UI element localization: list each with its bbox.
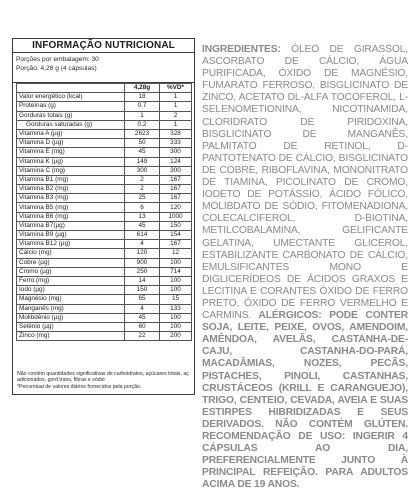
nutrition-row: [17, 322, 192, 331]
nutrition-row: [17, 129, 192, 138]
nutrition-row: [17, 231, 192, 240]
nutrition-row: [17, 221, 192, 230]
nutrient-name: Magnésio (mg): [17, 295, 125, 304]
nutrient-name: Vitamina A (µg): [17, 129, 125, 138]
nutrient-daily-value: 300: [160, 166, 192, 175]
footnote-not-significant: Não contém quantidades significativas de carboidratos, açúcares totais, aç adicionados, gord trans, fibras e sódio: [17, 371, 189, 383]
nutrient-amount: 18: [125, 93, 160, 102]
nutrient-amount: 25: [125, 194, 160, 203]
nutrient-name: Vitamina B7(µg): [17, 221, 125, 230]
nutrient-name: Vitamina B12 (µg): [17, 240, 125, 249]
serving-info: [13, 53, 194, 83]
nutrient-amount: 6: [125, 203, 160, 212]
nutrient-daily-value: 15: [160, 295, 192, 304]
nutrient-name: Molibdênio (µg): [17, 313, 125, 322]
ingredients-text: [202, 44, 408, 491]
nutrition-row: [17, 203, 192, 212]
nutrient-amount: 300: [125, 166, 160, 175]
servings-per-package: Porções por embalagem: 30: [16, 56, 99, 63]
nutrient-amount: 149: [125, 157, 160, 166]
nutrient-daily-value: 300: [160, 148, 192, 157]
ingredients-list: ÓLEO DE GIRASSOL, ASCORBATO DE CÁLCIO, ÁGUA PURIFICADA, ÓXIDO DE MAGNÉSIO, FUMARATO FERROSO, BISGLICINATO DE ZINCO, ACETATO DL-ALFA TOCOFEROL, L-SELENOMETIONINA, NICOTINAMIDA, CLORIDRATO DE PIRIDOXINA, BISGLICINATO DE MANGANÊS, PALMITATO DE RETINOL, D-PANTOTENATO DE CÁLCIO, BISGLICINATO DE COBRE, RIBOFLAVINA, MONONITRATO DE TIAMINA, PICOLINATO DE CROMO, IODETO DE POTÁSSIO, ÁCIDO FÓLICO, MOLIBDATO DE SÓDIO, FITOMENADIONA, COLECALCIFEROL, D-BIOTINA, METILCOBALAMINA, GELIFICANTE GELATINA, UMECTANTE GLICEROL, ESTABILIZANTE CARBONATO DE CÁLCIO, EMULSIFICANTES MONO E DIGLICERÍDEOS DE ÁCIDOS GRAXOS E LECITINA E CORANTES ÓXIDO DE FERRO PRETO, ÓXIDO DE FERRO VERMELHO E CARMINS.: [202, 44, 408, 322]
nutrient-amount: 4: [125, 304, 160, 313]
nutrient-amount: 150: [125, 286, 160, 295]
nutrition-row: [17, 175, 192, 184]
nutrition-row: [17, 157, 192, 166]
nutrient-daily-value: 1000: [160, 212, 192, 221]
nutrient-name: Cobre (µg): [17, 258, 125, 267]
allergens-text: ALÉRGICOS: PODE CONTER SOJA, LEITE, PEIXE, OVOS, AMENDOIM, AMÊNDOA, AVELÃS, CASTANHA-DE-CAJU, CASTANHA-DO-PARÁ, MACADÂMIAS, NOZES, PECÃS, PISTACHES, PINOLI, CASTANHAS, CRUSTÁCEOS (KRILL E CARANGUEJO), TRIGO, CENTEIO, CEVADA, AVEIA E SUAS ESTIRPES HIBRIDIZADAS E SEUS DERIVADOS. NÃO CONTÉM GLÚTEN. RECOMENDAÇÃO DE USO: INGERIR 4 CÁPSULAS AO DIA, PREFERENCIALMENTE JUNTO À PRINCIPAL REFEIÇÃO. PARA ADULTOS ACIMA DE 19 ANOS.: [202, 310, 408, 491]
nutrient-amount: 45: [125, 221, 160, 230]
nutrient-name: Cálcio (mg): [17, 249, 125, 258]
nutrient-amount: 2623: [125, 129, 160, 138]
nutrient-daily-value: 1: [160, 93, 192, 102]
nutrient-daily-value: 167: [160, 175, 192, 184]
nutrient-name: Vitamina E (mg): [17, 148, 125, 157]
nutrient-amount: 900: [125, 258, 160, 267]
nutrition-row: [17, 267, 192, 276]
nutrient-daily-value: 200: [160, 332, 192, 341]
nutrient-name: Vitamina B2 (mg): [17, 185, 125, 194]
nutrition-row: [17, 212, 192, 221]
nutrition-row: [17, 313, 192, 322]
nutrition-title: INFORMAÇÃO NUTRICIONAL: [13, 39, 194, 53]
nutrient-name: Selênio (µg): [17, 322, 125, 331]
nutrient-name: Vitamina B9 (µg): [17, 231, 125, 240]
nutrient-daily-value: 167: [160, 185, 192, 194]
nutrient-name: Vitamina D (µg): [17, 139, 125, 148]
nutrient-daily-value: 333: [160, 139, 192, 148]
nutrient-name: Gorduras saturadas (g): [17, 120, 125, 129]
nutrition-row: [17, 286, 192, 295]
nutrient-daily-value: 120: [160, 203, 192, 212]
nutrient-name: Cromo (µg): [17, 267, 125, 276]
nutrient-amount: 2: [125, 175, 160, 184]
nutrient-name: Vitamina B6 (mg): [17, 212, 125, 221]
header-daily-value: %VD*: [160, 84, 192, 93]
nutrient-name: Ferro (mg): [17, 276, 125, 285]
nutrient-amount: 120: [125, 249, 160, 258]
nutrient-amount: 45: [125, 313, 160, 322]
nutrient-daily-value: 1: [160, 120, 192, 129]
header-nutrient: [17, 84, 125, 93]
nutrient-daily-value: 124: [160, 157, 192, 166]
footnote-daily-value: *Percentual de valores diários fornecidos pela porção.: [17, 384, 142, 390]
nutrient-amount: 60: [125, 322, 160, 331]
nutrition-row: [17, 240, 192, 249]
nutrient-name: Gorduras totais (g): [17, 111, 125, 120]
nutrient-amount: 2: [125, 185, 160, 194]
ingredients-label: INGREDIENTES:: [202, 44, 281, 55]
nutrient-daily-value: 714: [160, 267, 192, 276]
nutrient-daily-value: 167: [160, 240, 192, 249]
nutrient-daily-value: 2: [160, 111, 192, 120]
nutrient-name: Proteínas (g): [17, 102, 125, 111]
nutrient-name: Vitamina C (mg): [17, 166, 125, 175]
nutrient-daily-value: 100: [160, 313, 192, 322]
nutrient-amount: 250: [125, 267, 160, 276]
nutrient-amount: 0,2: [125, 120, 160, 129]
nutrition-row: [17, 258, 192, 267]
nutrient-name: Manganês (mg): [17, 304, 125, 313]
nutrient-amount: 13: [125, 212, 160, 221]
nutrient-amount: 50: [125, 139, 160, 148]
nutrient-daily-value: 100: [160, 276, 192, 285]
nutrition-row: [17, 332, 192, 341]
nutrition-row: [17, 93, 192, 102]
nutrient-daily-value: 154: [160, 231, 192, 240]
nutrient-name: Vitamina B1 (mg): [17, 175, 125, 184]
nutrition-row: [17, 166, 192, 175]
nutrient-amount: 65: [125, 295, 160, 304]
nutrient-daily-value: 100: [160, 322, 192, 331]
nutrient-amount: 22: [125, 332, 160, 341]
serving-size: Porção: 4,28 g (4 cápsulas): [16, 65, 97, 72]
nutrition-row: [17, 304, 192, 313]
nutrition-table: [16, 83, 192, 341]
nutrient-amount: 45: [125, 148, 160, 157]
nutrient-daily-value: 1: [160, 102, 192, 111]
nutrition-header-row: [17, 84, 192, 93]
nutrient-name: Vitamina K (µg): [17, 157, 125, 166]
nutrient-amount: 0,7: [125, 102, 160, 111]
nutrient-name: Zinco (mg): [17, 332, 125, 341]
nutrient-amount: 1: [125, 111, 160, 120]
nutrient-name: Vitamina B3 (mg): [17, 194, 125, 203]
nutrient-daily-value: 100: [160, 286, 192, 295]
nutrient-daily-value: 133: [160, 304, 192, 313]
nutrient-name: Valor energético (kcal): [17, 93, 125, 102]
nutrition-row: [17, 111, 192, 120]
header-amount: 4,28g: [125, 84, 160, 93]
nutrition-row: [17, 249, 192, 258]
nutrition-row: [17, 139, 192, 148]
nutrient-daily-value: 100: [160, 258, 192, 267]
nutrition-row: [17, 185, 192, 194]
nutrition-row: [17, 194, 192, 203]
nutrient-amount: 614: [125, 231, 160, 240]
nutrient-daily-value: 150: [160, 221, 192, 230]
nutrition-row: [17, 295, 192, 304]
nutrient-daily-value: 328: [160, 129, 192, 138]
nutrition-rows: [17, 93, 192, 341]
nutrition-facts-panel: [12, 38, 195, 395]
nutrient-daily-value: 12: [160, 249, 192, 258]
nutrition-row: [17, 102, 192, 111]
nutrition-row: [17, 148, 192, 157]
nutrition-row: [17, 276, 192, 285]
nutrient-name: Iodo (µg): [17, 286, 125, 295]
footnotes: [17, 371, 192, 391]
nutrition-row: [17, 120, 192, 129]
nutrient-amount: 14: [125, 276, 160, 285]
nutrient-daily-value: 167: [160, 194, 192, 203]
nutrient-name: Vitamina B5 (mg): [17, 203, 125, 212]
nutrient-amount: 4: [125, 240, 160, 249]
